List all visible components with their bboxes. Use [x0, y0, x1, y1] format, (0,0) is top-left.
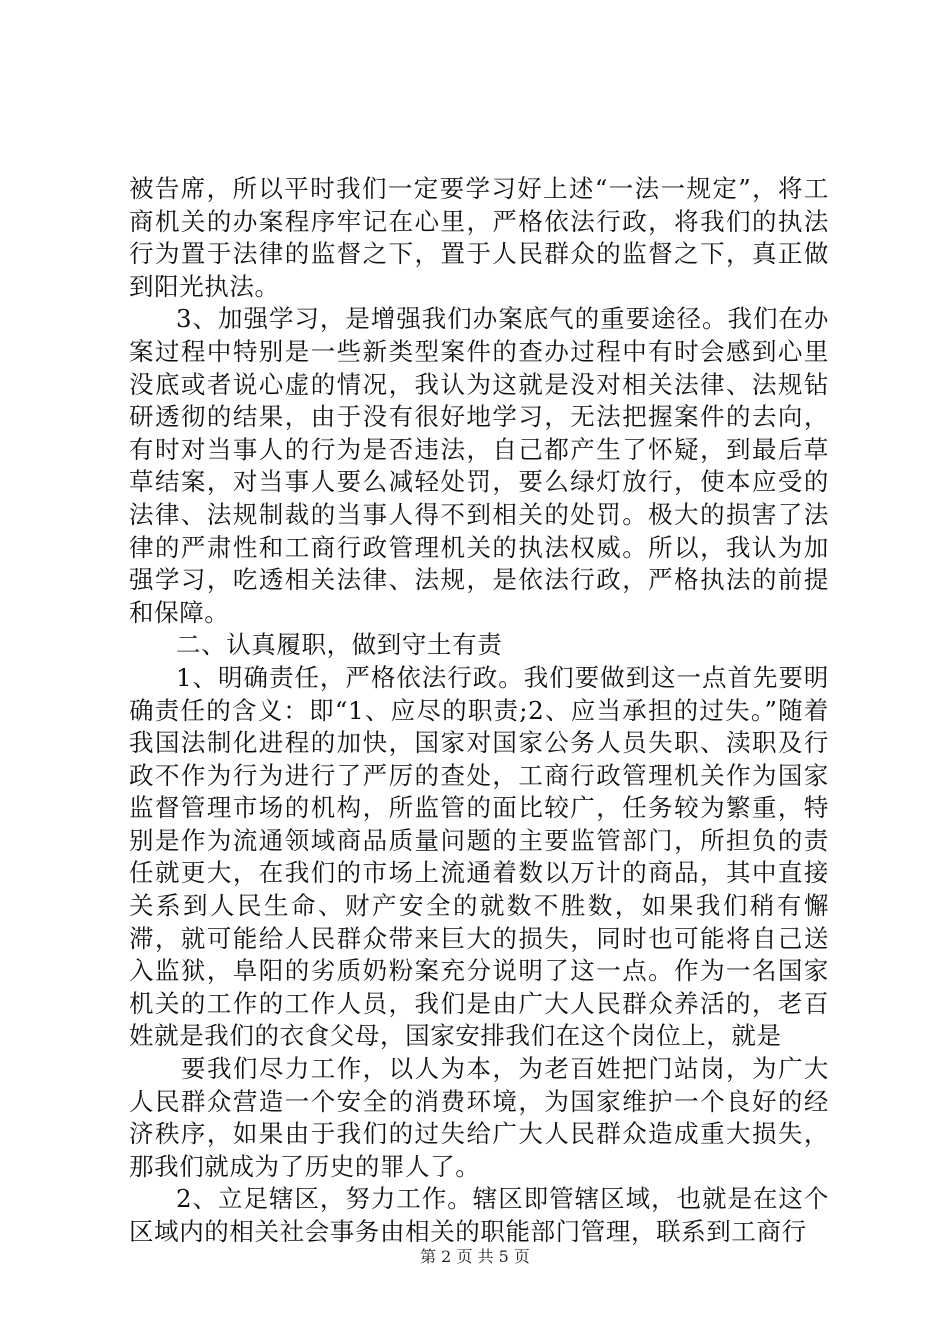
paragraph-work-continuation: 要我们尽力工作，以人为本，为老百姓把门站岗，为广大人民群众营造一个安全的消费环境，为国家维护一个良好的经济秩序，如果由于我们的过失给广大人民群众造成重大损失，那我们就成为了历史的罪人了。	[129, 1054, 829, 1181]
document-body	[129, 173, 829, 1249]
paragraph-continuation: 被告席，所以平时我们一定要学习好上述“一法一规定”，将工商机关的办案程序牢记在心里，严格依法行政，将我们的执法行为置于法律的监督之下，置于人民群众的监督之下，真正做到阳光执法。	[129, 174, 829, 301]
page-number-footer: 第 2 页 共 5 页	[420, 1247, 530, 1266]
section-heading-2: 二、认真履职，做到守土有责	[176, 630, 503, 660]
paragraph-point-1-responsibility: 1、明确责任，严格依法行政。我们要做到这一点首先要明确责任的含义：即“1、应尽的职责;2、应当承担的过失。”随着我国法制化进程的加快，国家对国家公务人员失职、渎职及行政不作为行为进行了严厉的查处，工商行政管理机关作为国家监督管理市场的机构，所监管的面比较广，任务较为繁重，特别是作为流通领域商品质量问题的主要监管部门，所担负的责任就更大，在我们的市场上流通着数以万计的商品，其中直接关系到人民生命、财产安全的就数不胜数，如果我们稍有懈滞，就可能给人民群众带来巨大的损失，同时也可能将自己送入监狱，阜阳的劣质奶粉案充分说明了这一点。作为一名国家机关的工作的工作人员，我们是由广大人民群众养活的，老百姓就是我们的衣食父母，国家安排我们在这个岗位上，就是	[129, 662, 829, 1051]
paragraph-point-2-jurisdiction: 2、立足辖区，努力工作。辖区即管辖区域，也就是在这个区域内的相关社会事务由相关的职能部门管理，联系到工商行	[129, 1184, 829, 1246]
paragraph-point-3-study: 3、加强学习，是增强我们办案底气的重要途径。我们在办案过程中特别是一些新类型案件的查办过程中有时会感到心里没底或者说心虚的情况，我认为这就是没对相关法律、法规钻研透彻的结果，由于没有很好地学习，无法把握案件的去向，有时对当事人的行为是否违法，自己都产生了怀疑，到最后草草结案，对当事人要么减轻处罚，要么绿灯放行，使本应受的法律、法规制裁的当事人得不到相关的处罚。极大的损害了法律的严肃性和工商行政管理机关的执法权威。所以，我认为加强学习，吃透相关法律、法规，是依法行政，严格执法的前提和保障。	[129, 304, 829, 627]
